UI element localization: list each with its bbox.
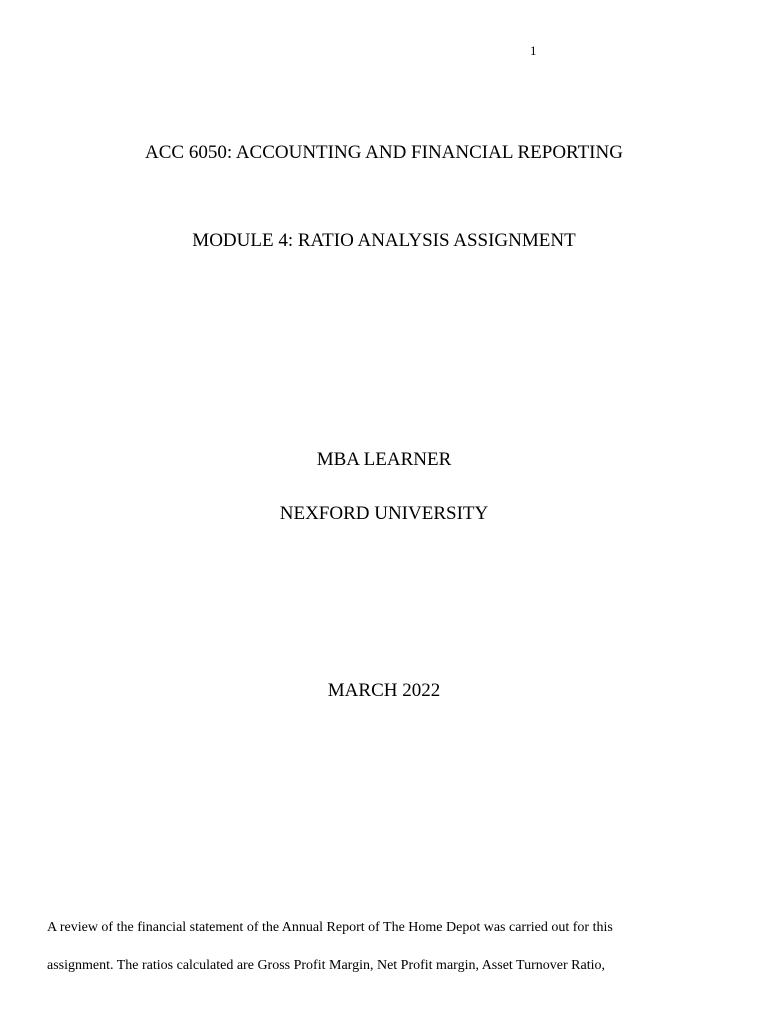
author-name: MBA LEARNER — [316, 449, 452, 470]
page-number: 1 — [530, 43, 537, 58]
document-date: MARCH 2022 — [327, 680, 441, 701]
body-paragraph-line: A review of the financial statement of the Annual Report of The Home Depot was carried out for this — [47, 920, 613, 935]
body-paragraph-line: assignment. The ratios calculated are Gross Profit Margin, Net Profit margin, Asset Turnover Ratio, — [47, 958, 605, 973]
document-title: ACC 6050: ACCOUNTING AND FINANCIAL REPORTING — [145, 142, 623, 163]
document-subtitle: MODULE 4: RATIO ANALYSIS ASSIGNMENT — [192, 230, 576, 251]
institution-name: NEXFORD UNIVERSITY — [279, 503, 489, 524]
